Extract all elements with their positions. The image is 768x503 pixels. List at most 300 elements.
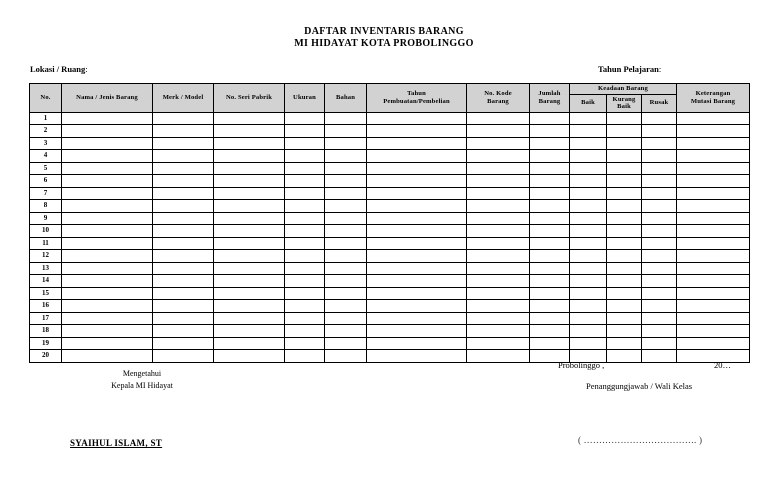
table-cell-item-name[interactable] — [62, 175, 153, 188]
table-cell-condition-broken[interactable] — [642, 112, 677, 125]
table-cell-brand-model[interactable] — [153, 137, 214, 150]
table-cell-no: 7 — [30, 187, 62, 200]
table-cell-quantity[interactable] — [530, 125, 570, 138]
table-cell-quantity[interactable] — [530, 275, 570, 288]
table-row[interactable] — [30, 225, 750, 238]
table-cell-material[interactable] — [325, 175, 367, 188]
table-cell-item-name[interactable] — [62, 237, 153, 250]
table-cell-serial-no[interactable] — [214, 237, 285, 250]
table-cell-year-made[interactable] — [367, 125, 467, 138]
document-title-block — [0, 26, 768, 50]
table-row[interactable] — [30, 237, 750, 250]
table-cell-size[interactable] — [285, 287, 325, 300]
table-cell-material[interactable] — [325, 125, 367, 138]
col-header-no: No. — [30, 84, 62, 113]
col-header-serial-no: No. Seri Pabrik — [214, 84, 285, 113]
table-cell-size[interactable] — [285, 262, 325, 275]
inventory-table-head — [30, 84, 750, 113]
table-cell-condition-broken[interactable] — [642, 300, 677, 313]
table-cell-brand-model[interactable] — [153, 237, 214, 250]
table-cell-brand-model[interactable] — [153, 300, 214, 313]
table-cell-brand-model[interactable] — [153, 112, 214, 125]
table-cell-condition-good[interactable] — [570, 225, 607, 238]
table-cell-item-name[interactable] — [62, 225, 153, 238]
table-cell-material[interactable] — [325, 300, 367, 313]
table-cell-quantity[interactable] — [530, 225, 570, 238]
table-cell-year-made[interactable] — [367, 337, 467, 350]
table-cell-condition-fair[interactable] — [607, 300, 642, 313]
table-cell-serial-no[interactable] — [214, 262, 285, 275]
table-cell-material[interactable] — [325, 212, 367, 225]
table-cell-condition-broken[interactable] — [642, 225, 677, 238]
table-cell-code-no[interactable] — [467, 150, 530, 163]
table-cell-serial-no[interactable] — [214, 325, 285, 338]
table-cell-condition-broken[interactable] — [642, 237, 677, 250]
table-cell-condition-good[interactable] — [570, 300, 607, 313]
table-cell-size[interactable] — [285, 275, 325, 288]
table-cell-condition-broken[interactable] — [642, 137, 677, 150]
table-cell-year-made[interactable] — [367, 287, 467, 300]
table-cell-serial-no[interactable] — [214, 137, 285, 150]
table-cell-condition-good[interactable] — [570, 125, 607, 138]
table-cell-brand-model[interactable] — [153, 312, 214, 325]
table-cell-item-name[interactable] — [62, 287, 153, 300]
table-cell-condition-fair[interactable] — [607, 175, 642, 188]
table-cell-code-no[interactable] — [467, 137, 530, 150]
table-row[interactable] — [30, 250, 750, 263]
table-cell-year-made[interactable] — [367, 137, 467, 150]
table-cell-size[interactable] — [285, 337, 325, 350]
table-cell-code-no[interactable] — [467, 162, 530, 175]
table-cell-condition-fair[interactable] — [607, 200, 642, 213]
table-row[interactable] — [30, 187, 750, 200]
inventory-table — [29, 83, 750, 363]
table-row[interactable] — [30, 325, 750, 338]
table-cell-material[interactable] — [325, 237, 367, 250]
table-cell-no: 19 — [30, 337, 62, 350]
table-cell-no: 1 — [30, 112, 62, 125]
table-cell-quantity[interactable] — [530, 162, 570, 175]
table-cell-brand-model[interactable] — [153, 200, 214, 213]
table-cell-quantity[interactable] — [530, 250, 570, 263]
table-cell-serial-no[interactable] — [214, 275, 285, 288]
table-cell-condition-broken[interactable] — [642, 250, 677, 263]
table-cell-condition-good[interactable] — [570, 150, 607, 163]
table-cell-brand-model[interactable] — [153, 187, 214, 200]
table-cell-remarks[interactable] — [677, 112, 750, 125]
table-cell-condition-broken[interactable] — [642, 287, 677, 300]
table-cell-item-name[interactable] — [62, 125, 153, 138]
table-cell-material[interactable] — [325, 262, 367, 275]
col-header-year-made-line-1: Tahun — [407, 90, 426, 98]
footer-left-block — [86, 368, 198, 392]
table-cell-condition-fair[interactable] — [607, 137, 642, 150]
table-cell-no: 11 — [30, 237, 62, 250]
table-cell-quantity[interactable] — [530, 112, 570, 125]
table-cell-serial-no[interactable] — [214, 300, 285, 313]
table-cell-condition-fair[interactable] — [607, 212, 642, 225]
table-cell-serial-no[interactable] — [214, 187, 285, 200]
table-cell-item-name[interactable] — [62, 325, 153, 338]
table-cell-year-made[interactable] — [367, 112, 467, 125]
table-cell-condition-fair[interactable] — [607, 325, 642, 338]
table-cell-serial-no[interactable] — [214, 337, 285, 350]
table-cell-condition-broken[interactable] — [642, 150, 677, 163]
table-cell-no: 5 — [30, 162, 62, 175]
document-title-line-2: MI HIDAYAT KOTA PROBOLINGGO — [294, 38, 474, 49]
table-cell-year-made[interactable] — [367, 237, 467, 250]
table-row[interactable] — [30, 137, 750, 150]
table-row[interactable] — [30, 200, 750, 213]
table-cell-material[interactable] — [325, 200, 367, 213]
table-cell-condition-broken[interactable] — [642, 325, 677, 338]
table-cell-condition-fair[interactable] — [607, 337, 642, 350]
school-year-colon: : — [658, 64, 662, 74]
table-cell-condition-good[interactable] — [570, 337, 607, 350]
table-cell-item-name[interactable] — [62, 162, 153, 175]
table-cell-quantity[interactable] — [530, 325, 570, 338]
meta-row — [30, 64, 738, 78]
table-cell-year-made[interactable] — [367, 225, 467, 238]
col-header-year-made-line-2: Pembuatan/Pembelian — [383, 97, 450, 105]
table-cell-brand-model[interactable] — [153, 225, 214, 238]
table-cell-no: 13 — [30, 262, 62, 275]
table-row[interactable] — [30, 162, 750, 175]
table-cell-quantity[interactable] — [530, 200, 570, 213]
table-cell-size[interactable] — [285, 137, 325, 150]
table-cell-serial-no[interactable] — [214, 175, 285, 188]
table-cell-condition-broken[interactable] — [642, 200, 677, 213]
col-header-year-made — [367, 84, 467, 113]
table-cell-item-name[interactable] — [62, 250, 153, 263]
table-cell-condition-good[interactable] — [570, 325, 607, 338]
table-cell-material[interactable] — [325, 137, 367, 150]
table-cell-condition-broken[interactable] — [642, 337, 677, 350]
col-header-item-name: Nama / Jenis Barang — [62, 84, 153, 113]
table-row[interactable] — [30, 312, 750, 325]
table-cell-quantity[interactable] — [530, 237, 570, 250]
table-cell-material[interactable] — [325, 337, 367, 350]
table-cell-code-no[interactable] — [467, 212, 530, 225]
table-cell-condition-good[interactable] — [570, 237, 607, 250]
table-cell-condition-good[interactable] — [570, 262, 607, 275]
table-cell-year-made[interactable] — [367, 200, 467, 213]
table-cell-serial-no[interactable] — [214, 212, 285, 225]
table-cell-condition-good[interactable] — [570, 312, 607, 325]
table-cell-condition-fair[interactable] — [607, 237, 642, 250]
table-cell-size[interactable] — [285, 125, 325, 138]
table-cell-material[interactable] — [325, 225, 367, 238]
table-cell-no: 15 — [30, 287, 62, 300]
table-cell-material[interactable] — [325, 312, 367, 325]
table-cell-quantity[interactable] — [530, 337, 570, 350]
table-cell-remarks[interactable] — [677, 225, 750, 238]
table-cell-remarks[interactable] — [677, 337, 750, 350]
table-cell-code-no[interactable] — [467, 225, 530, 238]
table-cell-size[interactable] — [285, 237, 325, 250]
table-cell-item-name[interactable] — [62, 275, 153, 288]
table-cell-size[interactable] — [285, 112, 325, 125]
table-row[interactable] — [30, 175, 750, 188]
table-cell-no: 4 — [30, 150, 62, 163]
table-cell-remarks[interactable] — [677, 312, 750, 325]
table-cell-year-made[interactable] — [367, 250, 467, 263]
table-cell-serial-no[interactable] — [214, 150, 285, 163]
table-cell-condition-fair[interactable] — [607, 275, 642, 288]
table-cell-brand-model[interactable] — [153, 275, 214, 288]
footer-year: 20… — [714, 360, 731, 370]
table-cell-year-made[interactable] — [367, 162, 467, 175]
table-cell-no: 16 — [30, 300, 62, 313]
table-cell-size[interactable] — [285, 175, 325, 188]
table-cell-year-made[interactable] — [367, 187, 467, 200]
table-cell-serial-no[interactable] — [214, 162, 285, 175]
table-cell-size[interactable] — [285, 162, 325, 175]
table-cell-material[interactable] — [325, 150, 367, 163]
table-cell-remarks[interactable] — [677, 275, 750, 288]
table-cell-item-name[interactable] — [62, 112, 153, 125]
table-cell-condition-good[interactable] — [570, 200, 607, 213]
table-cell-item-name[interactable] — [62, 212, 153, 225]
col-header-condition-group: Keadaan Barang — [570, 84, 677, 95]
table-cell-condition-fair[interactable] — [607, 250, 642, 263]
table-cell-serial-no[interactable] — [214, 312, 285, 325]
table-row[interactable] — [30, 212, 750, 225]
table-cell-item-name[interactable] — [62, 150, 153, 163]
table-cell-condition-good[interactable] — [570, 287, 607, 300]
table-cell-condition-broken[interactable] — [642, 212, 677, 225]
table-cell-item-name[interactable] — [62, 137, 153, 150]
table-cell-brand-model[interactable] — [153, 262, 214, 275]
table-row[interactable] — [30, 112, 750, 125]
col-header-material: Bahan — [325, 84, 367, 113]
table-row[interactable] — [30, 275, 750, 288]
table-cell-code-no[interactable] — [467, 337, 530, 350]
table-cell-code-no[interactable] — [467, 262, 530, 275]
table-cell-code-no[interactable] — [467, 175, 530, 188]
table-cell-brand-model[interactable] — [153, 287, 214, 300]
table-cell-remarks[interactable] — [677, 300, 750, 313]
table-cell-remarks[interactable] — [677, 137, 750, 150]
table-cell-year-made[interactable] — [367, 150, 467, 163]
table-cell-brand-model[interactable] — [153, 175, 214, 188]
table-cell-year-made[interactable] — [367, 262, 467, 275]
table-cell-year-made[interactable] — [367, 212, 467, 225]
footer-headmaster-name: SYAIHUL ISLAM, ST — [70, 438, 163, 448]
table-cell-condition-fair[interactable] — [607, 162, 642, 175]
table-cell-size[interactable] — [285, 225, 325, 238]
table-cell-brand-model[interactable] — [153, 325, 214, 338]
table-cell-material[interactable] — [325, 187, 367, 200]
school-year-field — [598, 64, 661, 74]
table-cell-size[interactable] — [285, 150, 325, 163]
table-cell-condition-broken[interactable] — [642, 262, 677, 275]
table-row[interactable] — [30, 337, 750, 350]
table-row[interactable] — [30, 287, 750, 300]
table-cell-serial-no[interactable] — [214, 125, 285, 138]
school-year-label: Tahun Pelajaran — [598, 64, 659, 74]
col-header-size: Ukuran — [285, 84, 325, 113]
table-cell-size[interactable] — [285, 325, 325, 338]
table-cell-code-no[interactable] — [467, 275, 530, 288]
table-cell-year-made[interactable] — [367, 312, 467, 325]
inventory-table-container — [29, 83, 739, 363]
table-cell-quantity[interactable] — [530, 312, 570, 325]
table-cell-code-no[interactable] — [467, 325, 530, 338]
table-cell-condition-broken[interactable] — [642, 187, 677, 200]
table-cell-brand-model[interactable] — [153, 125, 214, 138]
col-header-remarks-line-1: Keterangan — [695, 90, 731, 98]
table-cell-quantity[interactable] — [530, 175, 570, 188]
table-cell-material[interactable] — [325, 250, 367, 263]
table-cell-remarks[interactable] — [677, 237, 750, 250]
table-cell-remarks[interactable] — [677, 200, 750, 213]
table-cell-code-no[interactable] — [467, 250, 530, 263]
table-cell-code-no[interactable] — [467, 237, 530, 250]
table-cell-condition-good[interactable] — [570, 112, 607, 125]
table-cell-condition-fair[interactable] — [607, 150, 642, 163]
table-cell-no: 3 — [30, 137, 62, 150]
table-cell-remarks[interactable] — [677, 325, 750, 338]
header-row-top — [30, 84, 750, 95]
table-cell-remarks[interactable] — [677, 187, 750, 200]
table-cell-serial-no[interactable] — [214, 112, 285, 125]
table-cell-no: 14 — [30, 275, 62, 288]
table-cell-brand-model[interactable] — [153, 337, 214, 350]
table-cell-item-name[interactable] — [62, 337, 153, 350]
col-header-quantity-line-1: Jumlah — [538, 90, 561, 98]
table-cell-item-name[interactable] — [62, 262, 153, 275]
col-header-code-no — [467, 84, 530, 113]
table-cell-condition-fair[interactable] — [607, 225, 642, 238]
col-header-quantity-line-2: Barang — [538, 97, 561, 105]
table-cell-size[interactable] — [285, 250, 325, 263]
table-cell-code-no[interactable] — [467, 125, 530, 138]
table-cell-remarks[interactable] — [677, 125, 750, 138]
col-header-quantity — [530, 84, 570, 113]
table-cell-size[interactable] — [285, 312, 325, 325]
table-cell-size[interactable] — [285, 200, 325, 213]
table-cell-condition-broken[interactable] — [642, 162, 677, 175]
table-cell-condition-good[interactable] — [570, 162, 607, 175]
table-cell-condition-broken[interactable] — [642, 125, 677, 138]
table-cell-remarks[interactable] — [677, 212, 750, 225]
table-cell-material[interactable] — [325, 325, 367, 338]
table-cell-condition-broken[interactable] — [642, 312, 677, 325]
table-cell-condition-good[interactable] — [570, 275, 607, 288]
table-cell-condition-good[interactable] — [570, 187, 607, 200]
table-cell-brand-model[interactable] — [153, 212, 214, 225]
inventory-table-body — [30, 112, 750, 362]
table-cell-year-made[interactable] — [367, 325, 467, 338]
table-cell-condition-fair[interactable] — [607, 187, 642, 200]
table-cell-serial-no[interactable] — [214, 200, 285, 213]
table-cell-brand-model[interactable] — [153, 162, 214, 175]
footer-place: Probolinggo , — [558, 360, 605, 370]
table-row[interactable] — [30, 150, 750, 163]
table-cell-remarks[interactable] — [677, 287, 750, 300]
table-cell-year-made[interactable] — [367, 275, 467, 288]
table-cell-material[interactable] — [325, 275, 367, 288]
table-cell-size[interactable] — [285, 187, 325, 200]
table-cell-no: 20 — [30, 350, 62, 363]
document-title-line-1: DAFTAR INVENTARIS BARANG — [304, 26, 464, 37]
table-cell-brand-model[interactable] — [153, 250, 214, 263]
col-header-condition-good: Baik — [570, 94, 607, 112]
table-cell-condition-broken[interactable] — [642, 175, 677, 188]
table-cell-material[interactable] — [325, 162, 367, 175]
table-cell-no: 2 — [30, 125, 62, 138]
table-cell-code-no[interactable] — [467, 300, 530, 313]
table-cell-code-no[interactable] — [467, 200, 530, 213]
table-cell-code-no[interactable] — [467, 312, 530, 325]
table-cell-code-no[interactable] — [467, 287, 530, 300]
location-field — [30, 64, 88, 74]
table-cell-serial-no[interactable] — [214, 287, 285, 300]
table-cell-condition-fair[interactable] — [607, 312, 642, 325]
table-cell-item-name[interactable] — [62, 300, 153, 313]
table-cell-brand-model[interactable] — [153, 150, 214, 163]
table-cell-remarks[interactable] — [677, 150, 750, 163]
signature-footer — [0, 355, 768, 495]
table-cell-year-made[interactable] — [367, 300, 467, 313]
table-cell-quantity[interactable] — [530, 287, 570, 300]
table-cell-condition-broken[interactable] — [642, 275, 677, 288]
table-cell-quantity[interactable] — [530, 137, 570, 150]
footer-responsible-role: Penanggungjawab / Wali Kelas — [586, 381, 693, 391]
table-cell-quantity[interactable] — [530, 212, 570, 225]
table-cell-condition-fair[interactable] — [607, 125, 642, 138]
table-cell-condition-fair[interactable] — [607, 262, 642, 275]
table-cell-remarks[interactable] — [677, 175, 750, 188]
table-cell-material[interactable] — [325, 287, 367, 300]
table-cell-remarks[interactable] — [677, 250, 750, 263]
col-header-remarks — [677, 84, 750, 113]
table-cell-item-name[interactable] — [62, 200, 153, 213]
col-header-remarks-line-2: Mutasi Barang — [690, 97, 736, 105]
table-cell-serial-no[interactable] — [214, 225, 285, 238]
table-cell-quantity[interactable] — [530, 262, 570, 275]
table-cell-size[interactable] — [285, 212, 325, 225]
table-cell-no: 10 — [30, 225, 62, 238]
table-cell-year-made[interactable] — [367, 175, 467, 188]
table-row[interactable] — [30, 262, 750, 275]
table-row[interactable] — [30, 125, 750, 138]
table-cell-quantity[interactable] — [530, 300, 570, 313]
table-row[interactable] — [30, 300, 750, 313]
table-cell-remarks[interactable] — [677, 162, 750, 175]
table-cell-quantity[interactable] — [530, 150, 570, 163]
col-header-condition-fair — [607, 94, 642, 112]
table-cell-item-name[interactable] — [62, 187, 153, 200]
table-cell-remarks[interactable] — [677, 262, 750, 275]
table-cell-condition-good[interactable] — [570, 250, 607, 263]
table-cell-serial-no[interactable] — [214, 250, 285, 263]
table-cell-code-no[interactable] — [467, 112, 530, 125]
table-cell-material[interactable] — [325, 112, 367, 125]
table-cell-code-no[interactable] — [467, 187, 530, 200]
table-cell-quantity[interactable] — [530, 187, 570, 200]
table-cell-condition-good[interactable] — [570, 137, 607, 150]
table-cell-condition-good[interactable] — [570, 212, 607, 225]
table-cell-size[interactable] — [285, 300, 325, 313]
col-header-code-no-line-1: No. Kode — [484, 90, 512, 98]
table-cell-condition-fair[interactable] — [607, 112, 642, 125]
table-cell-condition-fair[interactable] — [607, 287, 642, 300]
footer-headmaster-title: Kepala MI Hidayat — [111, 381, 173, 390]
table-cell-condition-good[interactable] — [570, 175, 607, 188]
table-cell-item-name[interactable] — [62, 312, 153, 325]
